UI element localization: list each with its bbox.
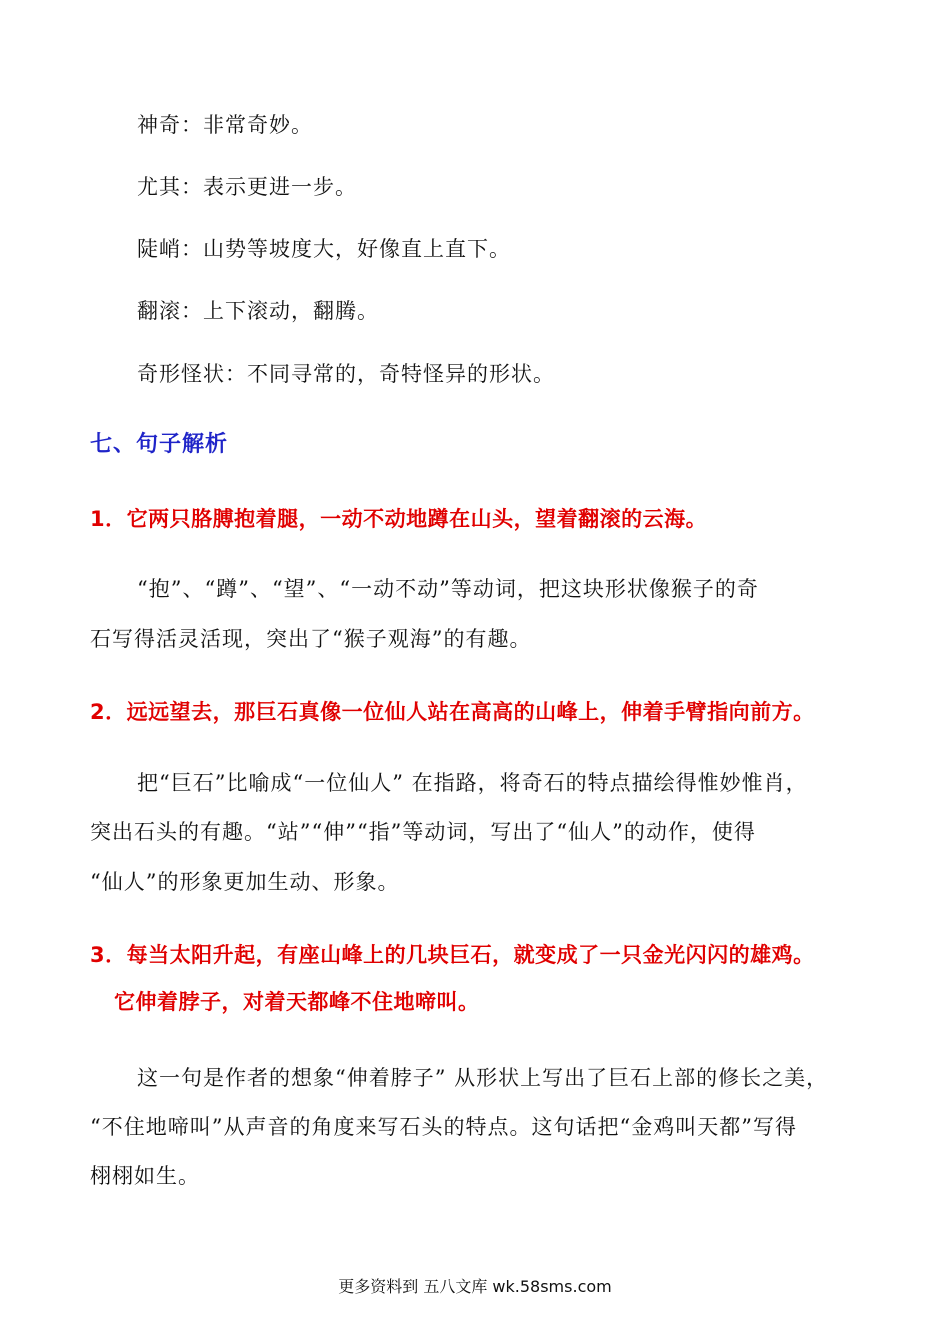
analysis-text: “抱”、“蹲”、“望”、“一动不动”等动词，把这块形状像猴子的奇 <box>137 577 759 601</box>
analysis-text: 把“巨石”比喻成“一位仙人” 在指路，将奇石的特点描绘得惟妙惟肖， <box>137 771 808 795</box>
vocab-item: 陡峭：山势等坡度大，好像直上直下。 <box>137 237 511 261</box>
vocab-item: 奇形怪状：不同寻常的，奇特怪异的形状。 <box>137 362 555 386</box>
sentence-text: 1．它两只胳膊抱着腿，一动不动地蹲在山头，望着翻滚的云海。 <box>90 507 708 531</box>
vocab-item: 尤其：表示更进一步。 <box>137 175 357 199</box>
analysis-text: “不住地啼叫”从声音的角度来写石头的特点。这句话把“金鸡叫天都”写得 <box>90 1115 797 1139</box>
section-title: 七、句子解析 <box>90 432 229 457</box>
analysis-text: 栩栩如生。 <box>90 1164 200 1188</box>
sentence-text: 它伸着脖子，对着天都峰不住地啼叫。 <box>114 990 480 1014</box>
analysis-text: 这一句是作者的想象“伸着脖子” 从形状上写出了巨石上部的修长之美， <box>137 1066 829 1090</box>
footer-watermark: 更多资料到 五八文库 wk.58sms.com <box>338 1277 612 1296</box>
analysis-text: “仙人”的形象更加生动、形象。 <box>90 870 400 894</box>
sentence-text: 3．每当太阳升起，有座山峰上的几块巨石，就变成了一只金光闪闪的雄鸡。 <box>90 943 815 967</box>
vocab-item: 翻滚：上下滚动，翻腾。 <box>137 299 379 323</box>
sentence-text: 2．远远望去，那巨石真像一位仙人站在高高的山峰上，伸着手臂指向前方。 <box>90 700 815 724</box>
analysis-text: 石写得活灵活现，突出了“猴子观海”的有趣。 <box>90 627 532 651</box>
analysis-text: 突出石头的有趣。“站”“伸”“指”等动词，写出了“仙人”的动作，使得 <box>90 820 756 844</box>
vocab-item: 神奇：非常奇妙。 <box>137 113 313 137</box>
